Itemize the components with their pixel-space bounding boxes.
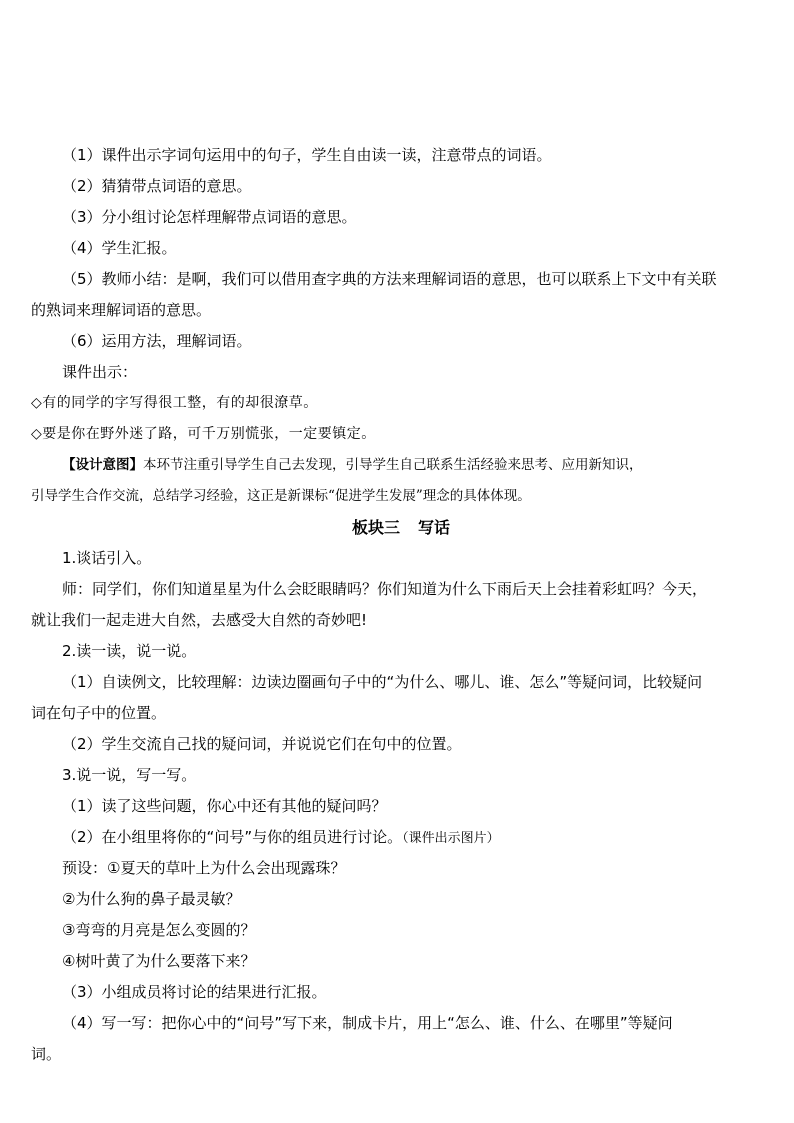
preset-question-3: ③弯弯的月亮是怎么变圆的？	[62, 921, 256, 939]
preset-question-1: 预设：①夏天的草叶上为什么会出现露珠？	[62, 859, 346, 877]
step-3-item-1: （1）读了这些问题，你心中还有其他的疑问吗？	[62, 797, 387, 815]
paragraph-step-6: （6）运用方法，理解词语。	[62, 332, 252, 350]
design-intent-label: 【设计意图】	[62, 457, 143, 473]
paragraph-step-1: （1）课件出示字词句运用中的句子，学生自由读一读，注意带点的词语。	[62, 146, 552, 164]
paragraph-step-5-line-1: （5）教师小结：是啊，我们可以借用查字典的方法来理解词语的意思，也可以联系上下文中有关联	[62, 270, 717, 288]
example-sentence-1: ◇有的同学的字写得很工整，有的却很潦草。	[31, 395, 318, 411]
teacher-intro-line-1: 师：同学们，你们知道星星为什么会眨眼睛吗？你们知道为什么下雨后天上会挂着彩虹吗？今天，	[62, 580, 708, 598]
section-heading-number: 板块三	[351, 518, 400, 537]
step-3-item-2-text: （2）在小组里将你的“问号”与你的组员进行讨论。	[62, 828, 403, 846]
step-3-item-4-line-1: （4）写一写：把你心中的“问号”写下来，制成卡片，用上“怎么、谁、什么、在哪里”等疑问	[62, 1014, 673, 1032]
step-2-item-2: （2）学生交流自己找的疑问词，并说说它们在句中的位置。	[62, 735, 462, 753]
paragraph-step-4: （4）学生汇报。	[62, 239, 177, 257]
section-heading-title: 写话	[418, 518, 451, 537]
paragraph-step-2: （2）猜猜带点词语的意思。	[62, 177, 252, 195]
step-3-item-4-line-2: 词。	[31, 1045, 62, 1063]
preset-question-4: ④树叶黄了为什么要落下来？	[62, 952, 256, 970]
step-3-heading: 3.说一说，写一写。	[62, 766, 197, 784]
paragraph-step-5-line-2: 的熟词来理解词语的意思。	[31, 301, 212, 319]
document-content	[31, 140, 771, 1070]
step-3-item-3: （3）小组成员将讨论的结果进行汇报。	[62, 983, 327, 1001]
step-2-item-1-line-1: （1）自读例文，比较理解：边读边圈画句子中的“为什么、哪儿、谁、怎么”等疑问词，比较疑问	[62, 673, 703, 691]
teacher-intro-line-2: 就让我们一起走进大自然，去感受大自然的奇妙吧!	[31, 611, 368, 629]
design-intent-text-1: 本环节注重引导学生自己去发现，引导学生自己联系生活经验来思考、应用新知识，	[143, 457, 643, 473]
courseware-label: 课件出示：	[62, 363, 138, 381]
step-1-heading: 1.谈话引入。	[62, 549, 152, 567]
step-2-heading: 2.读一读，说一说。	[62, 642, 197, 660]
preset-question-2: ②为什么狗的鼻子最灵敏？	[62, 890, 241, 908]
design-intent-line-2: 引导学生合作交流，总结学习经验，这正是新课标“促进学生发展”理念的具体体现。	[31, 488, 531, 504]
section-heading	[31, 512, 771, 543]
step-3-item-2-note: （课件出示图片）	[402, 831, 500, 846]
paragraph-step-3: （3）分小组讨论怎样理解带点词语的意思。	[62, 208, 357, 226]
example-sentence-2: ◇要是你在野外迷了路，可千万别慌张，一定要镇定。	[31, 426, 376, 442]
design-intent-line-1	[31, 450, 771, 481]
step-2-item-1-line-2: 词在句子中的位置。	[31, 704, 167, 722]
step-3-item-2	[31, 822, 771, 853]
